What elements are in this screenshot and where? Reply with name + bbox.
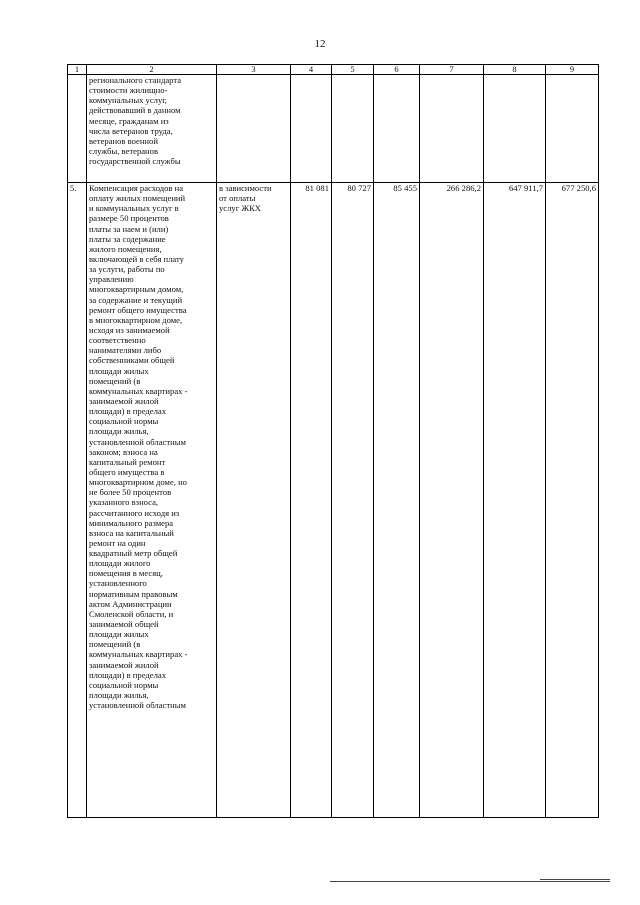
text-line: занимаемой жилой	[89, 659, 159, 670]
value-cell	[332, 75, 374, 183]
text-line: нанимателями либо	[89, 345, 162, 356]
text-line: жилого помещения,	[89, 243, 162, 254]
text-line: в многоквартирном доме,	[89, 314, 183, 325]
text-line: стоимости жилищно-	[89, 85, 168, 96]
text-line: многоквартирном доме, но	[89, 477, 187, 488]
benefits-table	[67, 64, 599, 818]
header-cell: 1	[68, 65, 87, 75]
text-line: услуг ЖКХ	[219, 203, 262, 214]
header-cell: 5	[332, 65, 374, 75]
text-line: исходя из занимаемой	[89, 324, 170, 335]
value-cell	[484, 75, 546, 183]
text-line: установленного	[89, 578, 147, 589]
value-cell	[374, 75, 420, 183]
text-line: не более 50 процентов	[89, 487, 172, 498]
text-line: действовавший в данном	[89, 105, 181, 116]
text-line: помещений (в	[89, 375, 141, 386]
text-line: социальной нормы	[89, 416, 159, 427]
basis-cell	[217, 183, 291, 818]
value-cell: 81 081	[291, 183, 332, 818]
text-line: многоквартирным домом,	[89, 284, 184, 295]
text-line: площади жилья,	[89, 690, 149, 701]
text-line: занимаемой общей	[89, 619, 159, 630]
text-line: за услуги, работы по	[89, 264, 165, 275]
text-line: помещений (в	[89, 639, 141, 650]
text-line: ремонт на один	[89, 537, 146, 548]
header-cell: 2	[87, 65, 217, 75]
text-line: коммунальных квартирах -	[89, 649, 188, 660]
text-line: месяце, гражданам из	[89, 115, 169, 126]
table-row-continued	[68, 75, 599, 183]
text-line: занимаемой жилой	[89, 395, 159, 406]
number-cell: 5.	[68, 183, 87, 818]
text-line: общего имущества в	[89, 466, 165, 477]
text-line: законом; взноса на	[89, 446, 158, 457]
text-line: взноса на капитальный	[89, 527, 174, 538]
text-line: регионального стандарта	[89, 75, 182, 85]
header-cell: 6	[374, 65, 420, 75]
header-cell: 4	[291, 65, 332, 75]
text-line: оплату жилых помещений	[89, 193, 186, 204]
text-line: Компенсация расходов на	[89, 183, 184, 193]
text-line: управлению	[89, 274, 134, 285]
basis-cell	[217, 75, 291, 183]
value-cell: 647 911,7	[484, 183, 546, 818]
text-line: числа ветеранов труда,	[89, 125, 173, 136]
value-cell: 266 286,2	[420, 183, 484, 818]
text-line: площади жилых	[89, 629, 149, 640]
text-line: службы, ветеранов	[89, 145, 159, 156]
text-line: соответственно	[89, 335, 146, 346]
text-line: ремонт общего имущества	[89, 304, 187, 315]
text-line: площади жилья,	[89, 426, 149, 437]
text-line: включающей в себя плату	[89, 253, 184, 264]
text-line: и коммунальных услуг в	[89, 203, 179, 214]
text-line: коммунальных услуг,	[89, 95, 167, 106]
header-cell: 7	[420, 65, 484, 75]
text-line: площади) в пределах	[89, 406, 166, 417]
header-cell: 8	[484, 65, 546, 75]
text-line: помещения в месяц,	[89, 568, 163, 579]
text-line: указанного взноса,	[89, 497, 159, 508]
description-cell	[87, 75, 217, 183]
text-line: квадратный метр общей	[89, 548, 178, 559]
text-line: социальной нормы	[89, 679, 159, 690]
text-line: в зависимости	[219, 183, 272, 193]
value-cell: 80 727	[332, 183, 374, 818]
value-cell	[546, 75, 599, 183]
text-line: платы за наем и (или)	[89, 223, 169, 234]
table-row-5	[68, 183, 599, 818]
number-cell	[68, 75, 87, 183]
text-line: государственной службы	[89, 156, 181, 167]
page-number: 12	[314, 38, 326, 50]
text-line: площади жилых	[89, 365, 149, 376]
text-line: площади) в пределах	[89, 669, 166, 680]
text-line: площади жилого	[89, 558, 151, 569]
value-cell: 677 250,6	[546, 183, 599, 818]
value-cell	[420, 75, 484, 183]
text-line: коммунальных квартирах -	[89, 385, 188, 396]
text-line: актом Администрации	[89, 598, 172, 609]
text-line: собственниками общей	[89, 355, 175, 366]
text-line: установленной областным	[89, 700, 186, 711]
value-cell	[291, 75, 332, 183]
header-cell: 9	[546, 65, 599, 75]
text-line: рассчитанного исходя из	[89, 507, 180, 518]
text-line: капитальный ремонт	[89, 456, 166, 467]
text-line: ветеранов военной	[89, 135, 158, 146]
text-line: платы за содержание	[89, 233, 166, 244]
table-header-row	[68, 65, 599, 75]
text-line: за содержание и текущий	[89, 294, 183, 305]
text-line: от оплаты	[219, 193, 256, 204]
text-line: размере 50 процентов	[89, 213, 169, 224]
text-line: минимального размера	[89, 517, 174, 528]
value-cell: 85 455	[374, 183, 420, 818]
text-line: нормативным правовым	[89, 588, 178, 599]
text-line: Смоленской области, и	[89, 608, 174, 619]
footer-rule	[540, 879, 610, 880]
text-line: установленной областным	[89, 436, 186, 447]
description-cell	[87, 183, 217, 818]
footer-rule	[330, 881, 610, 882]
header-cell: 3	[217, 65, 291, 75]
